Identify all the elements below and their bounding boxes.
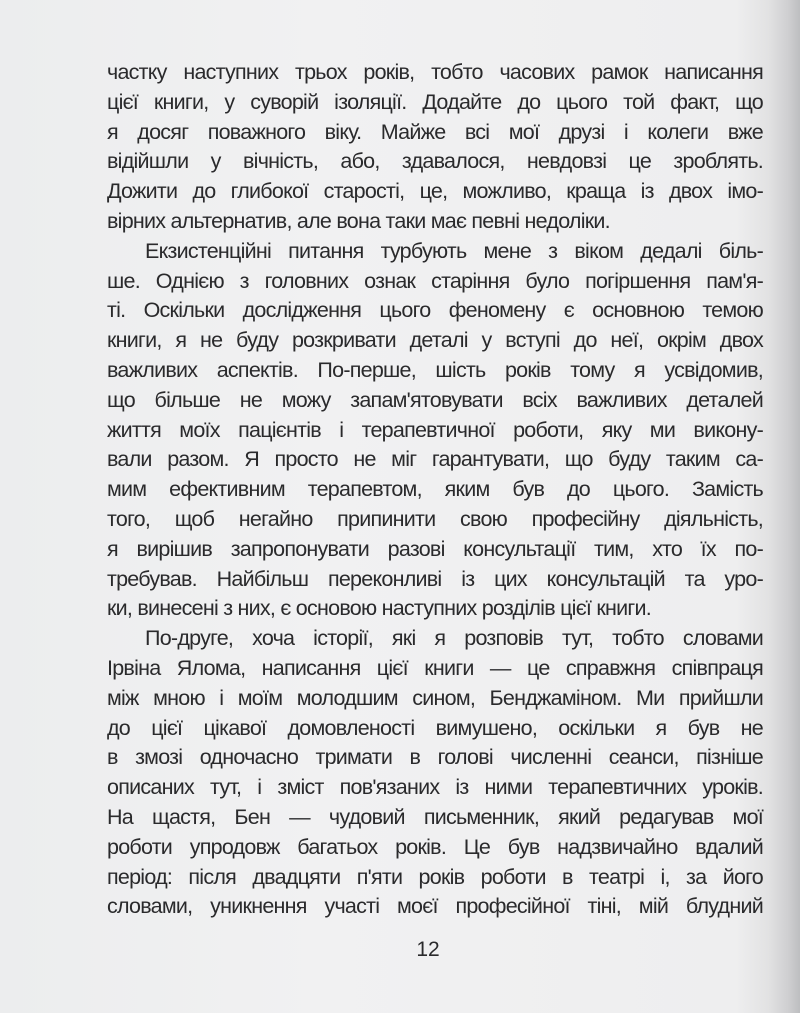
- text-line: мим ефективним терапевтом, яким був до цього. Замість: [107, 477, 763, 502]
- text-line: описаних тут, і зміст пов'язаних із ними терапевтичних уроків.: [107, 775, 763, 800]
- text-line: книги, я не буду розкривати деталі у вступі до неї, окрім двох: [107, 328, 763, 353]
- text-line: Ірвіна Ялома, написання цієї книги — це справжня співпраця: [107, 655, 763, 680]
- text-line: період: після двадцяти п'яти років роботи в театрі і, за його: [107, 864, 763, 889]
- text-line: вали разом. Я просто не міг гарантувати, що буду таким са-: [107, 447, 763, 472]
- text-line: требував. Найбільш переконливі із цих консультацій та уро-: [107, 566, 763, 591]
- text-line: Екзистенційні питання турбують мене з віком дедалі біль-: [145, 238, 763, 263]
- page-number: 12: [416, 938, 440, 961]
- text-line: я вирішив запропонувати разові консультації тим, хто їх по-: [107, 536, 763, 561]
- text-line: я досяг поважного віку. Майже всі мої друзі і колеги вже: [107, 119, 763, 144]
- text-line: того, щоб негайно припинити свою професійну діяльність,: [107, 506, 763, 531]
- text-line: Дожити до глибокої старості, це, можливо, краща із двох імо-: [107, 179, 763, 204]
- text-line: важливих аспектів. По-перше, шість років тому я усвідомив,: [107, 357, 763, 382]
- text-line: відійшли у вічність, або, здавалося, невдовзі це зроблять.: [107, 149, 763, 174]
- page-body-text: [107, 58, 763, 922]
- text-line: словами, уникнення участі моєї професійної тіні, мій блудний: [107, 894, 763, 919]
- text-line: між мною і моїм молодшим сином, Бенджаміном. Ми прийшли: [107, 685, 763, 710]
- text-line: до цієї цікавої домовленості вимушено, оскільки я був не: [107, 715, 763, 740]
- text-line: життя моїх пацієнтів і терапевтичної роботи, яку ми викону-: [107, 417, 763, 442]
- text-line: роботи упродовж багатьох років. Це був надзвичайно вдалий: [107, 834, 763, 859]
- text-line: що більше не можу запам'ятовувати всіх важливих деталей: [107, 387, 763, 412]
- text-line: цієї книги, у суворій ізоляції. Додайте до цього той факт, що: [107, 89, 763, 114]
- text-line: По-друге, хоча історії, які я розповів тут, тобто словами: [145, 626, 763, 651]
- text-line: в змозі одночасно тримати в голові численні сеанси, пізніше: [107, 745, 763, 770]
- text-line: ки, винесені з них, є основою наступних розділів цієї книги.: [107, 596, 651, 621]
- text-line: ше. Однією з головних ознак старіння було погіршення пам'я-: [107, 268, 763, 293]
- text-line: частку наступних трьох років, тобто часових рамок написання: [107, 60, 763, 84]
- text-line: На щастя, Бен — чудовий письменник, який редагував мої: [107, 804, 763, 829]
- text-line: ті. Оскільки дослідження цього феномену є основною темою: [107, 298, 763, 323]
- text-line: вірних альтернатив, але вона таки має певні недоліки.: [107, 208, 610, 233]
